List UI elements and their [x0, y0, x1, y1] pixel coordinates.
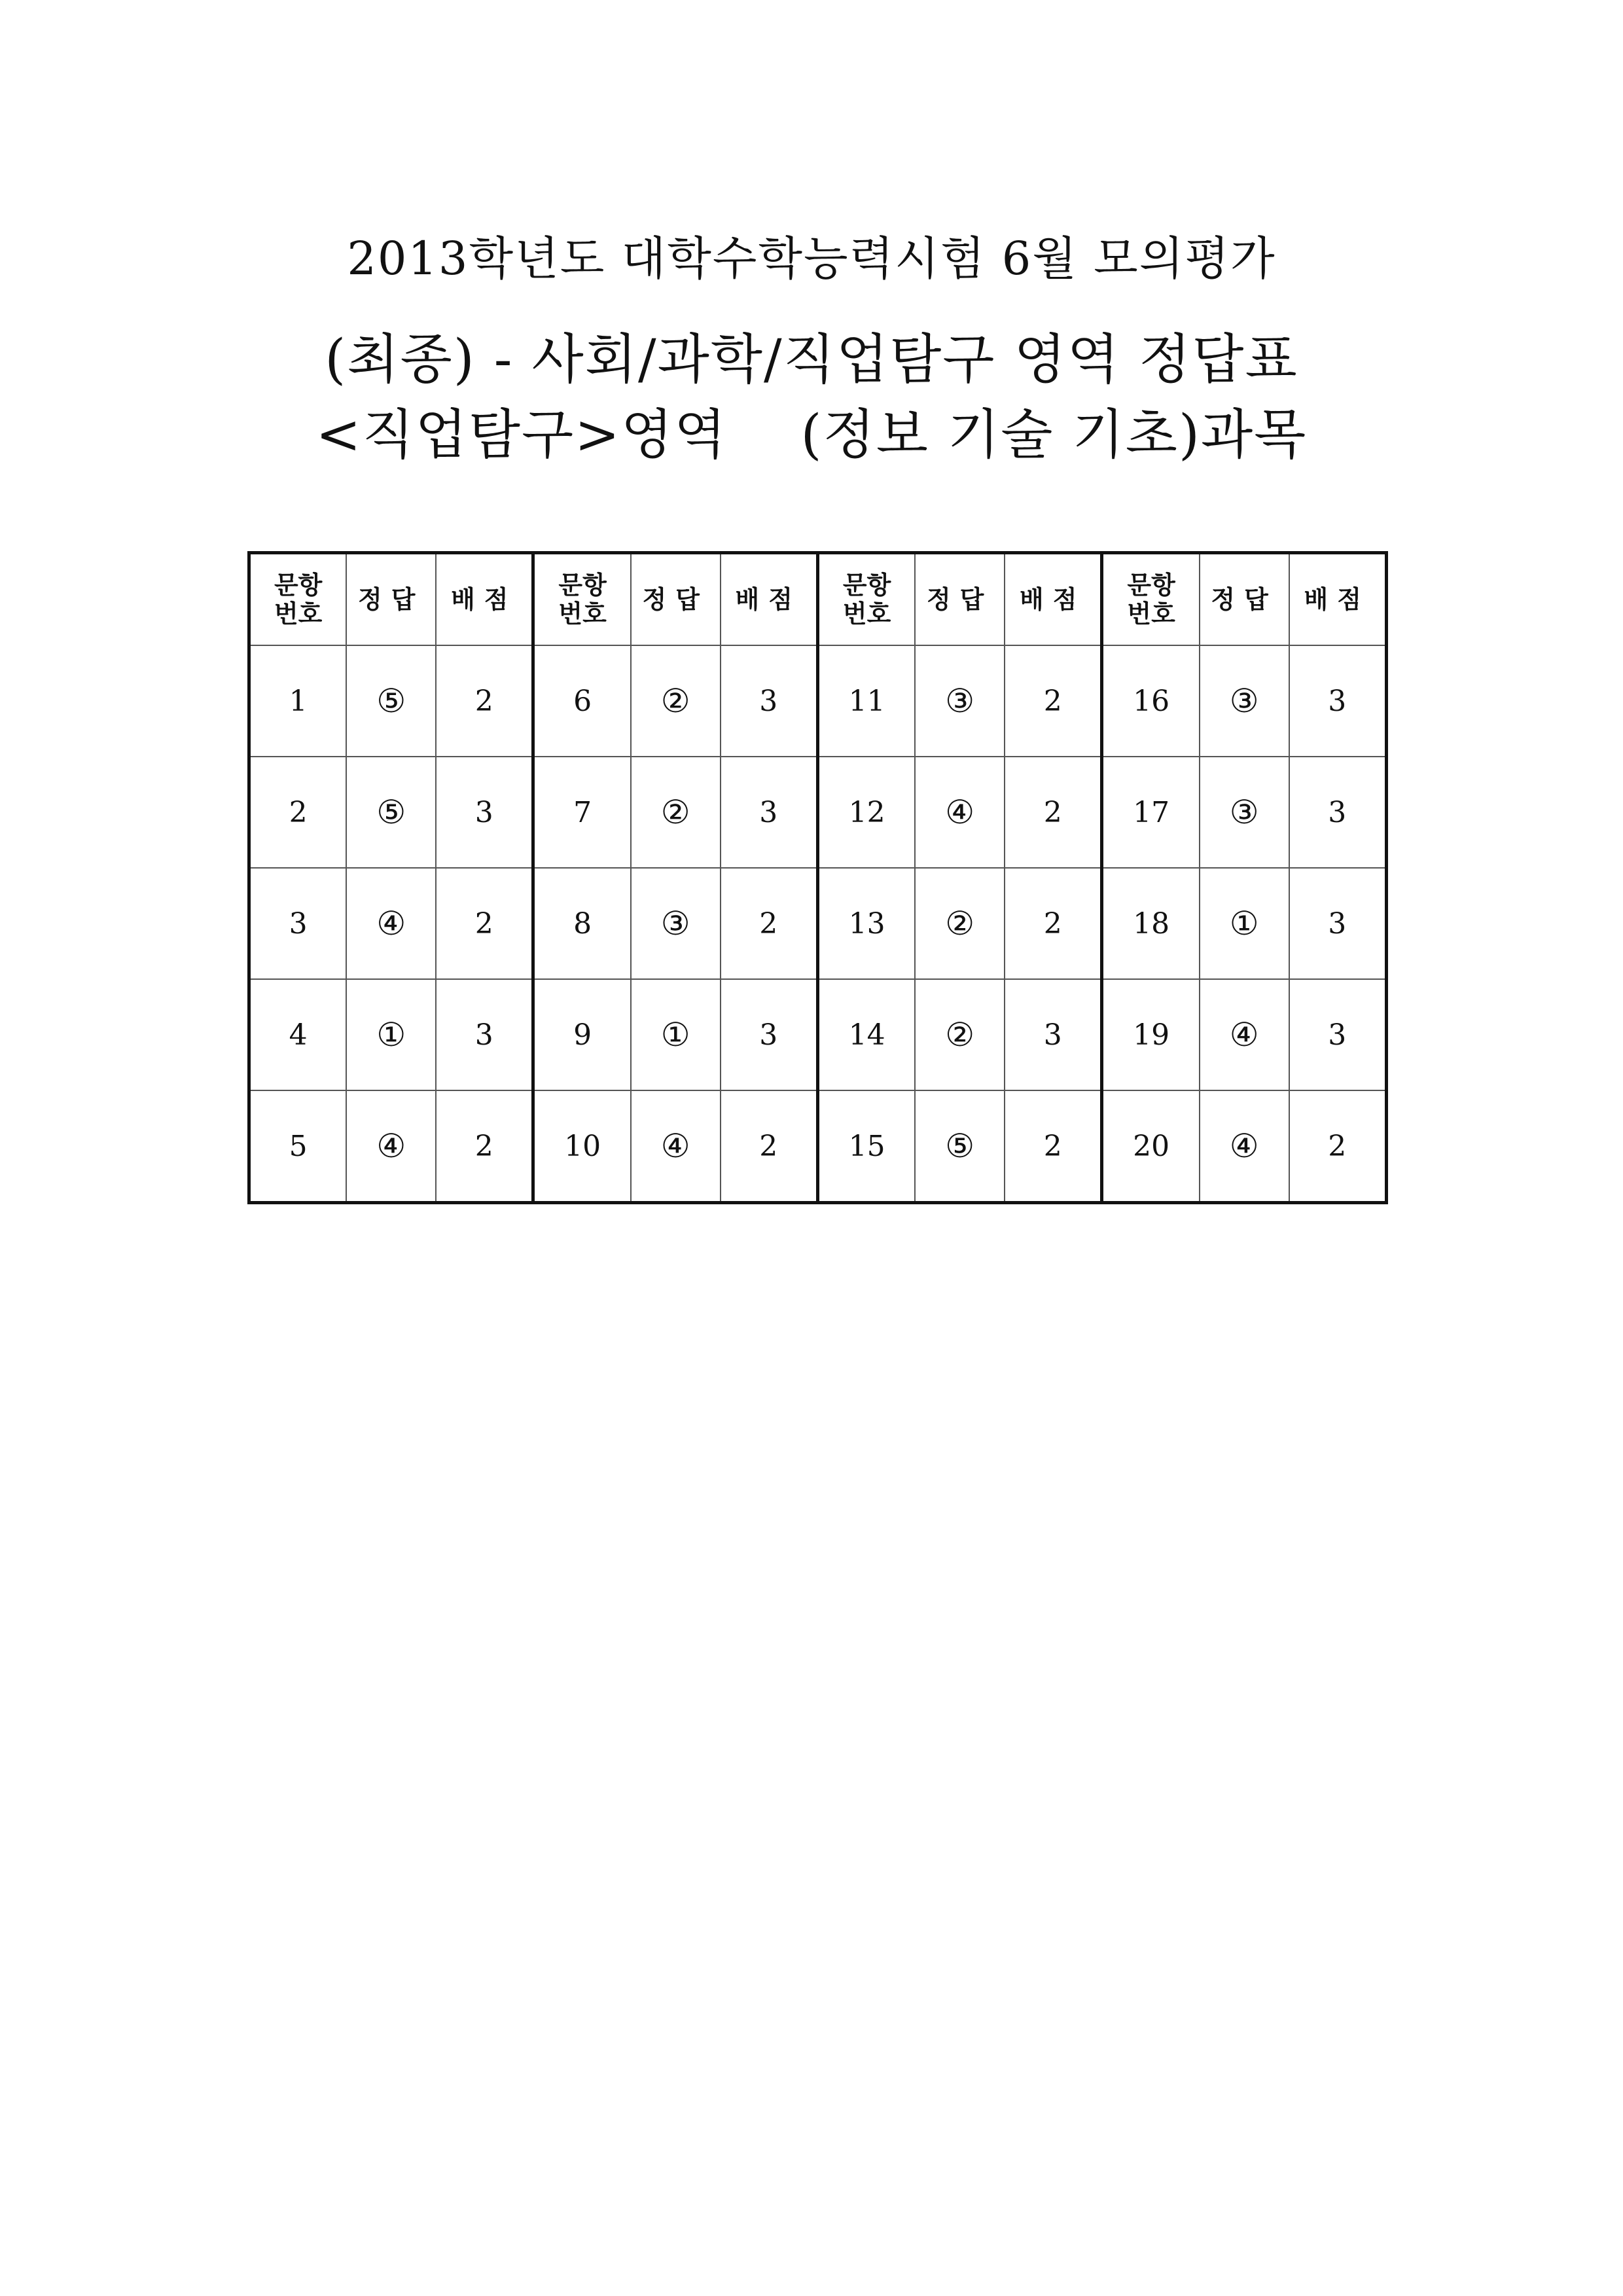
question-number-cell: 9 — [533, 979, 631, 1090]
answer-cell: ③ — [1200, 757, 1289, 868]
question-number-cell: 18 — [1102, 868, 1200, 979]
table-row — [249, 645, 1387, 757]
question-number-cell: 14 — [817, 979, 915, 1090]
points-cell: 3 — [1289, 757, 1387, 868]
points-cell: 3 — [1289, 868, 1387, 979]
points-cell: 3 — [721, 979, 818, 1090]
question-number-cell: 12 — [817, 757, 915, 868]
answer-cell: ② — [631, 645, 721, 757]
points-cell: 2 — [436, 868, 533, 979]
points-cell: 2 — [1005, 757, 1102, 868]
answer-cell: ② — [915, 868, 1005, 979]
answer-cell: ① — [346, 979, 436, 1090]
answer-cell: ④ — [1200, 979, 1289, 1090]
points-cell: 3 — [1289, 979, 1387, 1090]
answer-cell: ② — [915, 979, 1005, 1090]
points-cell: 2 — [721, 1090, 818, 1203]
column-header-number: 문항 번호 — [249, 553, 347, 646]
column-header-number: 문항 번호 — [533, 553, 631, 646]
points-cell: 2 — [1005, 645, 1102, 757]
column-header-answer: 정답 — [631, 553, 721, 646]
question-number-cell: 4 — [249, 979, 347, 1090]
column-header-answer: 정답 — [346, 553, 436, 646]
question-number-cell: 20 — [1102, 1090, 1200, 1203]
answer-cell: ④ — [915, 757, 1005, 868]
answer-cell: ③ — [915, 645, 1005, 757]
answer-cell: ④ — [346, 868, 436, 979]
question-number-cell: 3 — [249, 868, 347, 979]
answer-cell: ③ — [1200, 645, 1289, 757]
answer-cell: ⑤ — [915, 1090, 1005, 1203]
question-number-cell: 17 — [1102, 757, 1200, 868]
table-row — [249, 1090, 1387, 1203]
points-cell: 3 — [1005, 979, 1102, 1090]
points-cell: 3 — [1289, 645, 1387, 757]
points-cell: 2 — [1289, 1090, 1387, 1203]
points-cell: 2 — [721, 868, 818, 979]
points-cell: 3 — [721, 645, 818, 757]
question-number-cell: 15 — [817, 1090, 915, 1203]
subject-subtitle: <직업탐구>영역 (정보 기술 기초)과목 — [315, 404, 1308, 466]
column-header-points: 배점 — [1289, 553, 1387, 646]
column-header-answer: 정답 — [1200, 553, 1289, 646]
table-row — [249, 979, 1387, 1090]
answer-cell: ④ — [346, 1090, 436, 1203]
question-number-cell: 6 — [533, 645, 631, 757]
answer-key-table — [247, 551, 1388, 1204]
points-cell: 3 — [436, 979, 533, 1090]
question-number-cell: 2 — [249, 757, 347, 868]
question-number-cell: 5 — [249, 1090, 347, 1203]
answer-cell: ⑤ — [346, 757, 436, 868]
points-cell: 2 — [436, 645, 533, 757]
points-cell: 3 — [436, 757, 533, 868]
points-cell: 2 — [1005, 868, 1102, 979]
answer-cell: ② — [631, 757, 721, 868]
question-number-cell: 8 — [533, 868, 631, 979]
question-number-cell: 13 — [817, 868, 915, 979]
question-number-cell: 11 — [817, 645, 915, 757]
question-number-cell: 10 — [533, 1090, 631, 1203]
points-cell: 3 — [721, 757, 818, 868]
answer-cell: ① — [631, 979, 721, 1090]
column-header-answer: 정답 — [915, 553, 1005, 646]
points-cell: 2 — [436, 1090, 533, 1203]
points-cell: 2 — [1005, 1090, 1102, 1203]
answer-cell: ④ — [1200, 1090, 1289, 1203]
answer-cell: ① — [1200, 868, 1289, 979]
table-row — [249, 757, 1387, 868]
question-number-cell: 1 — [249, 645, 347, 757]
question-number-cell: 19 — [1102, 979, 1200, 1090]
answer-cell: ⑤ — [346, 645, 436, 757]
column-header-points: 배점 — [721, 553, 818, 646]
header-row — [249, 553, 1387, 646]
exam-title: 2013학년도 대학수학능력시험 6월 모의평가 — [347, 232, 1276, 285]
question-number-cell: 7 — [533, 757, 631, 868]
column-header-number: 문항 번호 — [1102, 553, 1200, 646]
answer-key-subtitle: (최종) - 사회/과학/직업탐구 영역 정답표 — [325, 329, 1298, 391]
question-number-cell: 16 — [1102, 645, 1200, 757]
answer-cell: ③ — [631, 868, 721, 979]
answer-cell: ④ — [631, 1090, 721, 1203]
column-header-points: 배점 — [1005, 553, 1102, 646]
column-header-points: 배점 — [436, 553, 533, 646]
table-row — [249, 868, 1387, 979]
column-header-number: 문항 번호 — [817, 553, 915, 646]
